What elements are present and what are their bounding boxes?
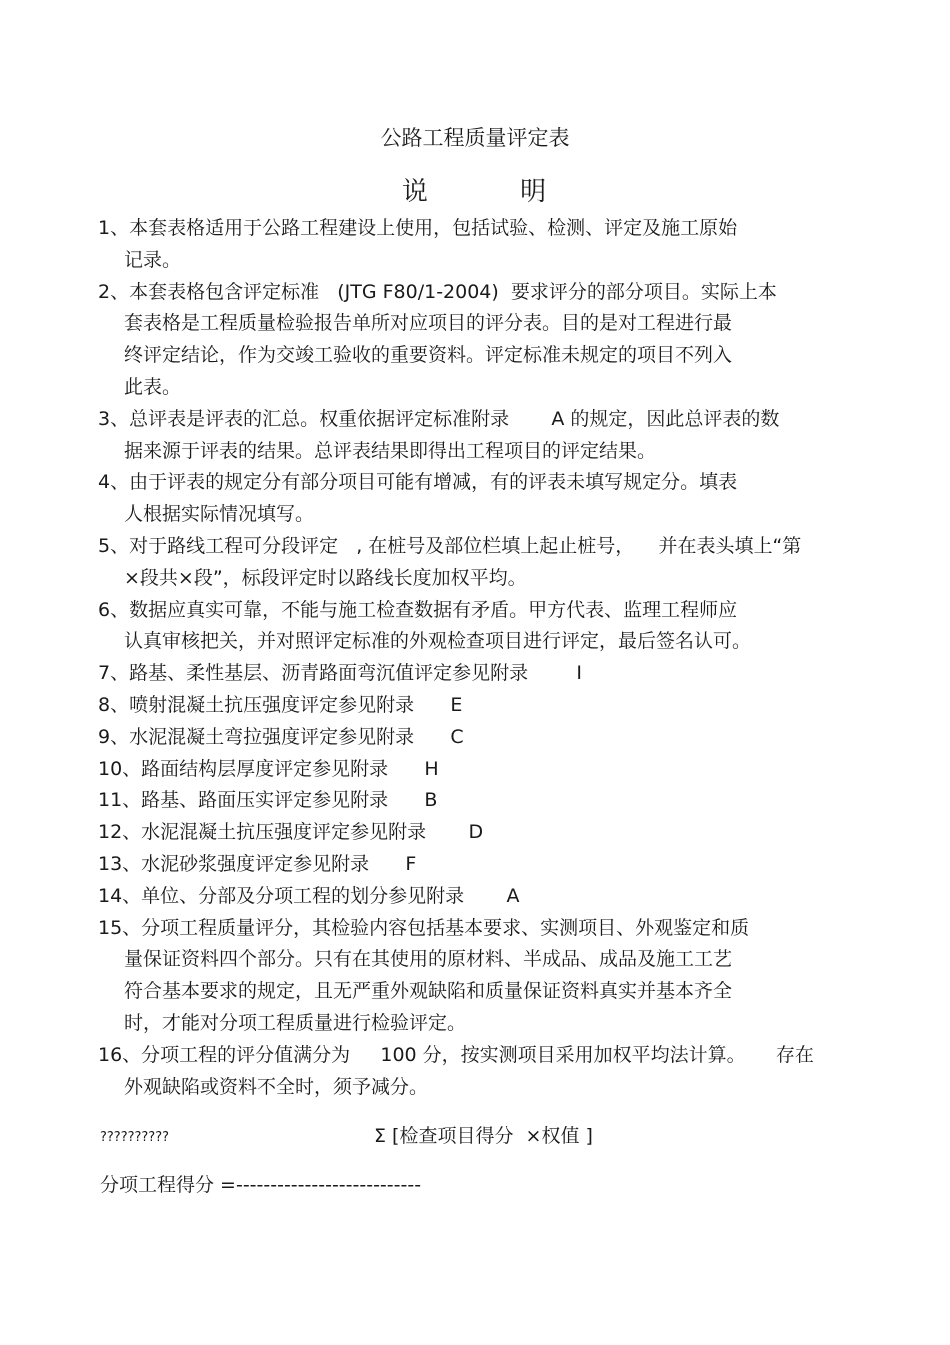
instruction-list bbox=[98, 213, 858, 1103]
instruction-continuation-line: 此表。 bbox=[124, 375, 182, 398]
instruction-line: 15、分项工程质量评分，其检验内容包括基本要求、实测项目、外观鉴定和质 bbox=[98, 916, 750, 939]
instruction-item bbox=[98, 595, 858, 659]
instruction-item bbox=[98, 531, 858, 595]
formula-row bbox=[100, 1122, 860, 1150]
instruction-line: 14、单位、分部及分项工程的划分参见附录 A bbox=[98, 884, 520, 907]
section-heading: 说 明 bbox=[401, 177, 549, 207]
instruction-line: 4、由于评表的规定分有部分项目可能有增减，有的评表未填写规定分。填表 bbox=[98, 471, 738, 494]
instruction-item bbox=[98, 881, 858, 913]
instruction-line: 6、数据应真实可靠，不能与施工检查数据有矛盾。甲方代表、监理工程师应 bbox=[98, 598, 738, 621]
document-title: 公路工程质量评定表 bbox=[380, 126, 570, 150]
instruction-line: 10、路面结构层厚度评定参见附录 H bbox=[98, 757, 439, 780]
instruction-line: 5、对于路线工程可分段评定 , 在桩号及部位栏填上起止桩号， 并在表头填上“第 bbox=[98, 534, 802, 557]
instruction-continuation-line: 认真审核把关，并对照评定标准的外观检查项目进行评定，最后签名认可。 bbox=[124, 630, 752, 653]
instruction-line: 1、本套表格适用于公路工程建设上使用，包括试验、检测、评定及施工原始 bbox=[98, 217, 738, 239]
instruction-continuation-line: 人根据实际情况填写。 bbox=[124, 503, 315, 526]
instruction-item bbox=[98, 658, 858, 690]
instruction-item bbox=[98, 690, 858, 722]
instruction-item bbox=[98, 467, 858, 531]
instruction-line: 2、本套表格包含评定标准 (JTG F80/1-2004) 要求评分的部分项目。实际上本 bbox=[98, 280, 777, 303]
instruction-item bbox=[98, 754, 858, 786]
instruction-line: 3、总评表是评表的汇总。权重依据评定标准附录 A 的规定，因此总评表的数 bbox=[98, 407, 780, 430]
instruction-line: 16、分项工程的评分值满分为 100 分，按实测项目采用加权平均法计算。 存在 bbox=[98, 1043, 814, 1066]
instruction-item bbox=[98, 213, 858, 277]
instruction-continuation-line: ×段共×段”，标段评定时以路线长度加权平均。 bbox=[124, 566, 527, 589]
instruction-line: 8、喷射混凝土抗压强度评定参见附录 E bbox=[98, 693, 463, 716]
instruction-line: 11、路基、路面压实评定参见附录 B bbox=[98, 789, 438, 812]
instruction-item bbox=[98, 1040, 858, 1104]
formula-mask-text: ?????????? bbox=[100, 1130, 169, 1145]
instruction-item bbox=[98, 785, 858, 817]
instruction-item bbox=[98, 817, 858, 849]
instruction-continuation-line: 外观缺陷或资料不全时，须予减分。 bbox=[124, 1075, 429, 1098]
instruction-continuation-line: 套表格是工程质量检验报告单所对应项目的评分表。目的是对工程进行最 bbox=[124, 312, 733, 335]
instruction-line: 13、水泥砂浆强度评定参见附录 F bbox=[98, 852, 417, 875]
instruction-item bbox=[98, 722, 858, 754]
instruction-line: 9、水泥混凝土弯拉强度评定参见附录 C bbox=[98, 725, 464, 748]
formula-expression: Σ [检查项目得分 ×权值 ] bbox=[374, 1125, 593, 1147]
instruction-continuation-line: 时，才能对分项工程质量进行检验评定。 bbox=[124, 1011, 467, 1034]
instruction-continuation-line: 符合基本要求的规定，且无严重外观缺陷和质量保证资料真实并基本齐全 bbox=[124, 980, 733, 1003]
instruction-continuation-line: 终评定结论，作为交竣工验收的重要资料。评定标准未规定的项目不列入 bbox=[124, 344, 733, 367]
instruction-item bbox=[98, 277, 858, 404]
instruction-item bbox=[98, 913, 858, 1040]
instruction-continuation-line: 记录。 bbox=[124, 248, 182, 271]
score-formula: 分项工程得分 =--------------------------- bbox=[100, 1174, 422, 1196]
instruction-continuation-line: 据来源于评表的结果。总评表结果即得出工程项目的评定结果。 bbox=[124, 439, 657, 462]
instruction-continuation-line: 量保证资料四个部分。只有在其使用的原材料、半成品、成品及施工工艺 bbox=[124, 948, 733, 971]
instruction-item bbox=[98, 404, 858, 468]
instruction-line: 7、路基、柔性基层、沥青路面弯沉值评定参见附录 I bbox=[98, 662, 583, 685]
instruction-item bbox=[98, 849, 858, 881]
instruction-line: 12、水泥混凝土抗压强度评定参见附录 D bbox=[98, 821, 484, 844]
